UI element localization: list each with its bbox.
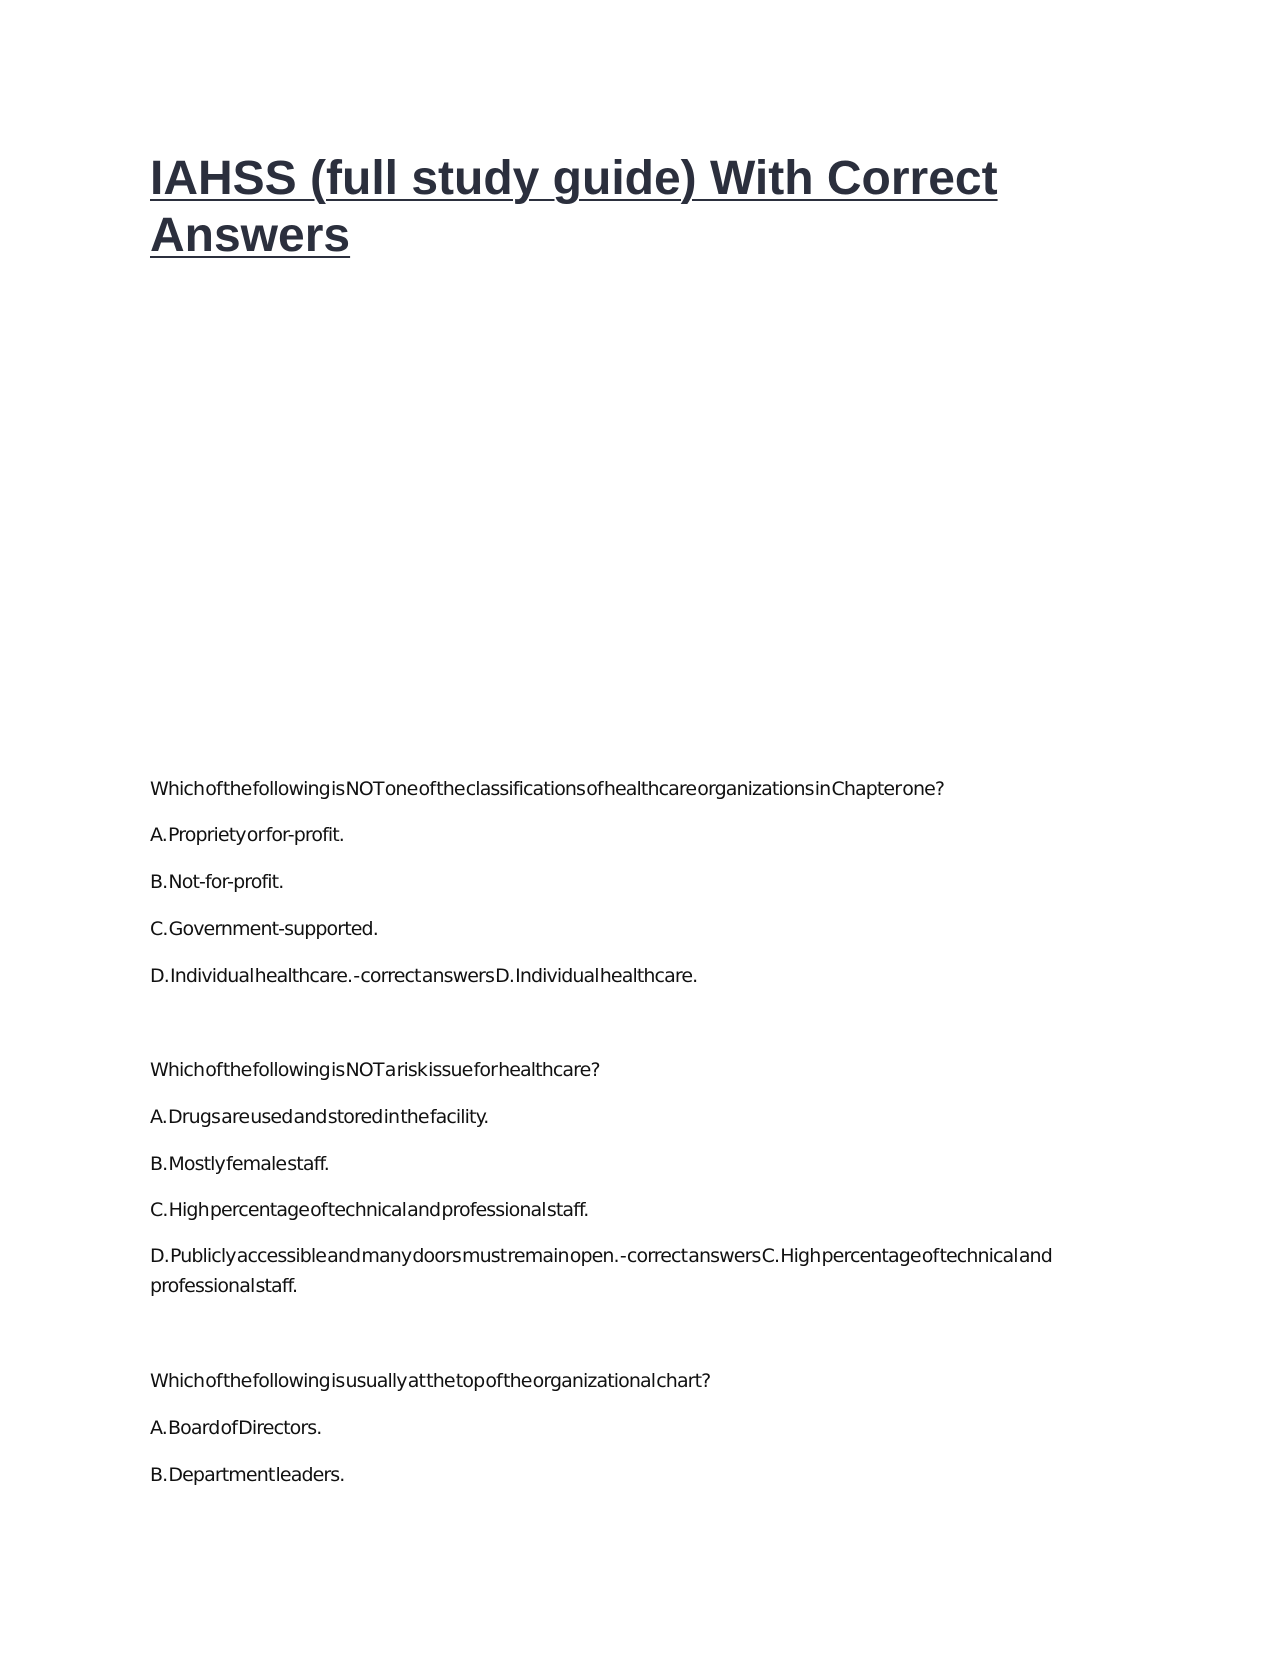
answer-option: C. High percentage of technical and professional staff. — [150, 1199, 589, 1221]
answer-option: B. Department leaders. — [150, 1464, 345, 1486]
answer-option-with-correct-answer: D. Publicly accessible and many doors must remain open. - correct answers C. High percentage of technical and professional staff. — [150, 1245, 1052, 1297]
answer-option: A. Drugs are used and stored in the facility. — [150, 1106, 489, 1128]
question-text: Which of the following is NOT a risk issue for healthcare? — [150, 1059, 600, 1081]
document-title: IAHSS (full study guide) With Correct Answers — [150, 152, 998, 262]
answer-option: A. Propriety or for-profit. — [150, 824, 344, 846]
answer-option: A. Board of Directors. — [150, 1417, 322, 1439]
question-text: Which of the following is usually at the top of the organizational chart? — [150, 1370, 711, 1392]
answer-option: C. Government-supported. — [150, 918, 378, 940]
answer-option-with-correct-answer: D. Individual healthcare. - correct answers D. Individual healthcare. — [150, 965, 698, 987]
answer-option: B. Mostly female staff. — [150, 1153, 329, 1175]
answer-option: B. Not-for-profit. — [150, 871, 284, 893]
question-text: Which of the following is NOT one of the classifications of healthcare organizations in Chapter one? — [150, 778, 945, 800]
